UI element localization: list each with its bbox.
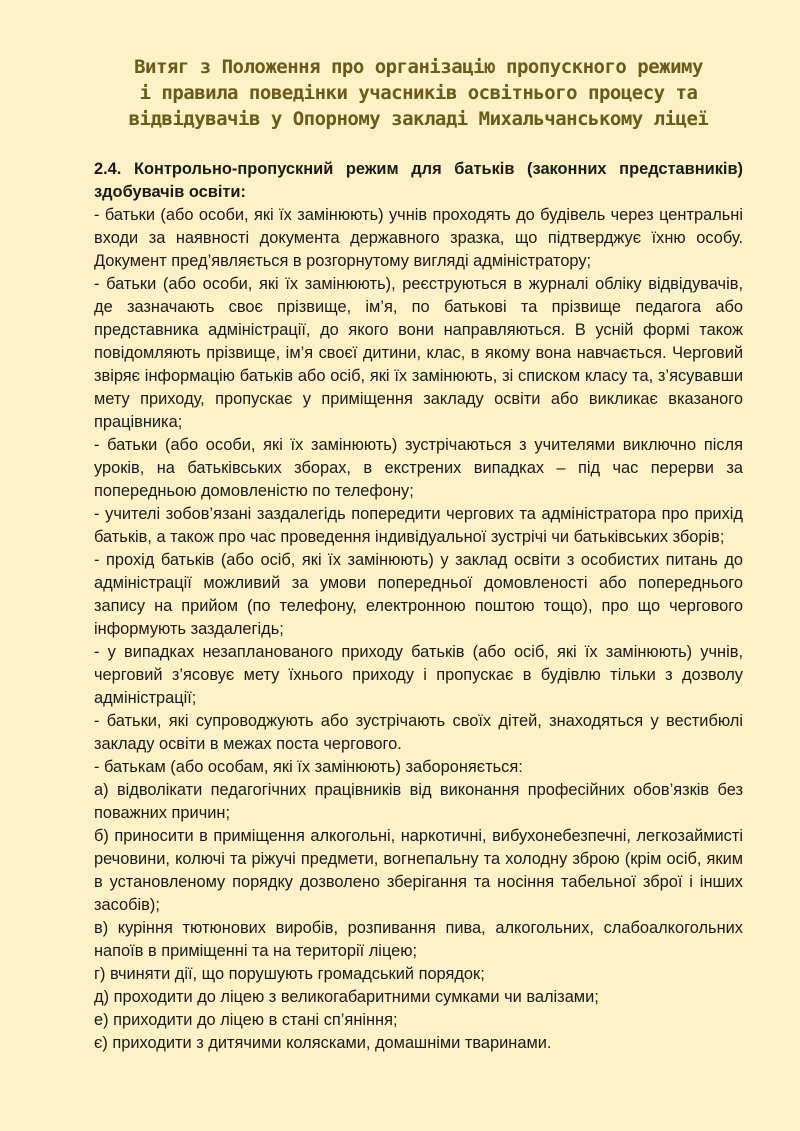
- paragraph-7: - батьки, які супроводжують або зустрічають своїх дітей, знаходяться у вестибюлі закладу освіти в межах поста чергового.: [94, 712, 743, 753]
- list-item-g: г) вчиняти дії, що порушують громадський порядок;: [94, 965, 485, 983]
- list-item-e: е) приходити до ліцею в стані сп’яніння;: [94, 1011, 398, 1029]
- paragraph-1: - батьки (або особи, які їх замінюють) учнів проходять до будівель через центральні входи за наявності документа державного зразка, що підтверджує їхню особу. Документ пред’являється в розгорнутому вигляді адміністратору;: [94, 206, 743, 270]
- paragraph-6: - у випадках незапланованого приходу батьків (або осіб, які їх замінюють) учнів, черговий з’ясовує мету їхнього приходу і пропускає в будівлю тільки з дозволу адміністрації;: [94, 643, 743, 707]
- list-item-ye: є) приходити з дитячими колясками, домашніми тваринами.: [94, 1034, 552, 1052]
- title-line-3: відвідувачів у Опорному закладі Михальчанському ліцеї: [128, 108, 709, 130]
- list-item-d: д) проходити до ліцею з великогабаритними сумками чи валізами;: [94, 988, 599, 1006]
- paragraph-3: - батьки (або особи, які їх замінюють) зустрічаються з учителями виключно після уроків, на батьківських зборах, в екстрених випадках – під час перерви за попередньою домовленістю по телефону;: [94, 436, 743, 500]
- paragraph-5: - прохід батьків (або осіб, які їх замінюють) у заклад освіти з особистих питань до адміністрації можливий за умови попередньої домовленості або попереднього запису на прийом (по телефону, електронною поштою тощо), про що чергового інформують заздалегідь;: [94, 551, 743, 638]
- title-line-2: і правила поведінки учасників освітнього процесу та: [139, 82, 698, 104]
- paragraph-8: - батькам (або особам, які їх замінюють) забороняється:: [94, 758, 523, 776]
- paragraph-4: - учителі зобов’язані заздалегідь попередити чергових та адміністратора про прихід батьків, а також про час проведення індивідуальної зустрічі чи батьківських зборів;: [94, 505, 743, 546]
- title-line-1: Витяг з Положення про організацію пропускного режиму: [134, 56, 703, 78]
- document-body: [94, 158, 743, 1055]
- document-title: [80, 54, 757, 132]
- section-heading: 2.4. Контрольно-пропускний режим для батьків (законних представників) здобувачів освіти:: [94, 160, 743, 201]
- list-item-a: а) відволікати педагогічних працівників від виконання професійних обов’язків без поважних причин;: [94, 781, 743, 822]
- list-item-v: в) куріння тютюнових виробів, розпивання пива, алкогольних, слабоалкогольних напоїв в приміщенні та на території ліцею;: [94, 919, 743, 960]
- list-item-b: б) приносити в приміщення алкогольні, наркотичні, вибухонебезпечні, легкозаймисті речовини, колючі та ріжучі предмети, вогнепальну та холодну зброю (крім осіб, яким в установленому порядку дозволено зберігання та носіння табельної зброї і інших засобів);: [94, 827, 743, 914]
- paragraph-2: - батьки (або особи, які їх замінюють), реєструються в журналі обліку відвідувачів, де зазначають своє прізвище, ім’я, по батькові та прізвище педагога або представника адміністрації, до якого вони направляються. В усній формі також повідомляють прізвище, ім’я своєї дитини, клас, в якому вона навчається. Черговий звіряє інформацію батьків або осіб, які їх замінюють, зі списком класу та, з’ясувавши мету приходу, пропускає у приміщення закладу освіти або викликає вказаного працівника;: [94, 275, 743, 431]
